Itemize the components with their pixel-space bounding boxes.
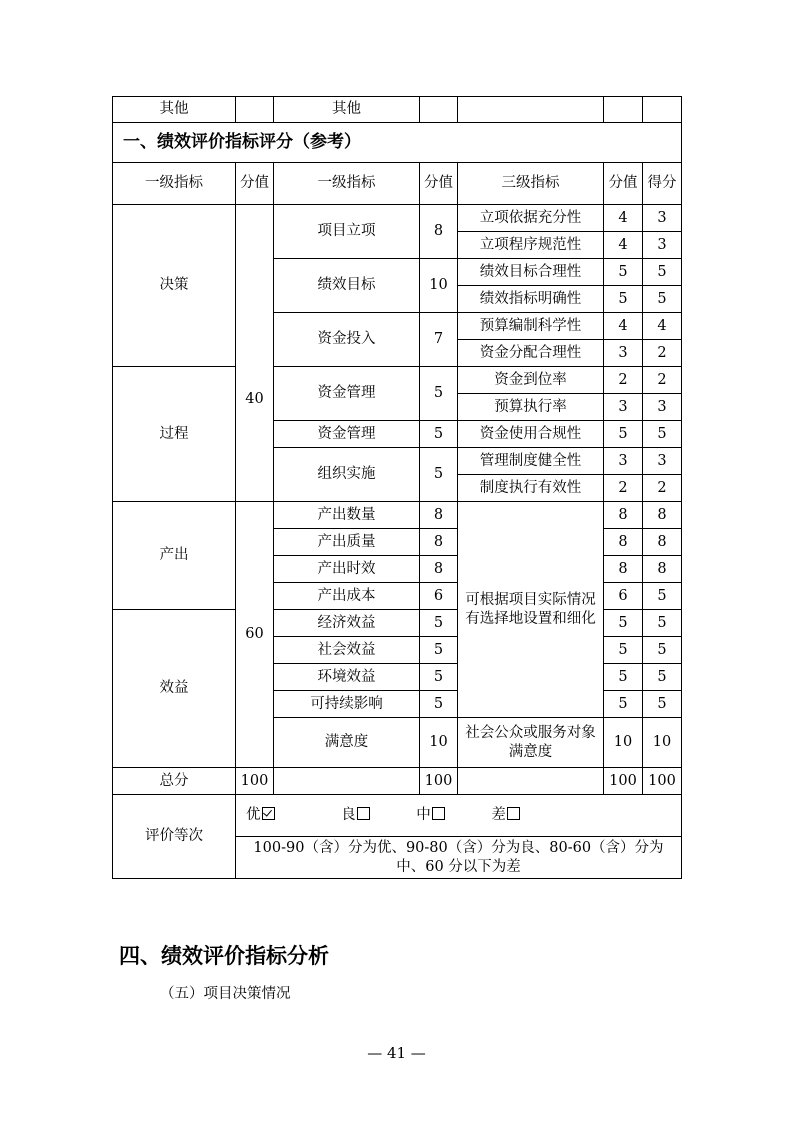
level2-score: 8 — [420, 556, 458, 583]
level2-score: 5 — [420, 637, 458, 664]
group-xiaoyi: 效益 — [113, 610, 236, 768]
level2-score: 5 — [420, 664, 458, 691]
level2-score: 5 — [420, 367, 458, 421]
rating-options — [236, 795, 682, 837]
output-score: 8 — [604, 502, 643, 529]
output-got: 5 — [643, 610, 682, 637]
total-label: 总分 — [113, 768, 236, 795]
flexible-note: 可根据项目实际情况有选择地设置和细化 — [458, 502, 604, 718]
level2-item: 产出数量 — [274, 502, 420, 529]
level2-item: 绩效目标 — [274, 259, 420, 313]
level3-score: 5 — [604, 286, 643, 313]
level2-item: 组织实施 — [274, 448, 420, 502]
output-got: 5 — [643, 637, 682, 664]
level2-item: 环境效益 — [274, 664, 420, 691]
level2-score: 5 — [420, 691, 458, 718]
level3-got: 3 — [643, 394, 682, 421]
weight-60: 60 — [236, 502, 274, 768]
level3-item: 管理制度健全性 — [458, 448, 604, 475]
group-guocheng: 过程 — [113, 367, 236, 502]
level3-item: 资金分配合理性 — [458, 340, 604, 367]
level3-item: 预算编制科学性 — [458, 313, 604, 340]
level2-item: 可持续影响 — [274, 691, 420, 718]
level3-item: 立项程序规范性 — [458, 232, 604, 259]
level3-item: 制度执行有效性 — [458, 475, 604, 502]
performance-score-table — [112, 96, 682, 879]
header-row — [113, 163, 682, 205]
grade-medium[interactable]: 中 — [416, 806, 445, 824]
output-score: 6 — [604, 583, 643, 610]
header-got: 得分 — [643, 163, 682, 205]
output-got: 5 — [643, 664, 682, 691]
level3-score: 5 — [604, 259, 643, 286]
output-got: 5 — [643, 583, 682, 610]
level2-score: 8 — [420, 205, 458, 259]
header-level2: 一级指标 — [274, 163, 420, 205]
level3-score: 2 — [604, 475, 643, 502]
weight-40: 40 — [236, 205, 274, 502]
level3-score: 3 — [604, 394, 643, 421]
level3-item: 立项依据充分性 — [458, 205, 604, 232]
grade-poor[interactable]: 差 — [491, 806, 520, 824]
level2-item: 项目立项 — [274, 205, 420, 259]
level2-item: 资金管理 — [274, 367, 420, 421]
level2-score: 10 — [420, 718, 458, 768]
output-score: 8 — [604, 556, 643, 583]
level3-got: 5 — [643, 259, 682, 286]
grade-excellent[interactable]: 优 — [246, 806, 275, 824]
header-score: 分值 — [236, 163, 274, 205]
other-row — [113, 97, 682, 123]
level3-score: 5 — [604, 421, 643, 448]
level3-score: 2 — [604, 367, 643, 394]
group-juece: 决策 — [113, 205, 236, 367]
level3-item: 预算执行率 — [458, 394, 604, 421]
output-got: 8 — [643, 502, 682, 529]
group-chanchu: 产出 — [113, 502, 236, 610]
level3-score: 4 — [604, 205, 643, 232]
level3-item: 资金到位率 — [458, 367, 604, 394]
subsection-5: （五）项目决策情况 — [160, 986, 291, 1002]
level3-score: 3 — [604, 340, 643, 367]
checkbox-icon[interactable] — [432, 807, 445, 820]
level2-score: 8 — [420, 502, 458, 529]
section-heading-4: 四、绩效评价指标分析 — [119, 943, 329, 968]
output-got: 8 — [643, 529, 682, 556]
level3-item: 绩效目标合理性 — [458, 259, 604, 286]
level2-score: 5 — [420, 421, 458, 448]
level3-got: 4 — [643, 313, 682, 340]
level2-score: 5 — [420, 448, 458, 502]
header-level1: 一级指标 — [113, 163, 236, 205]
level3-score: 3 — [604, 448, 643, 475]
level2-item: 满意度 — [274, 718, 420, 768]
level3-score: 4 — [604, 313, 643, 340]
other-label: 其他 — [113, 97, 236, 123]
checkbox-icon[interactable] — [357, 807, 370, 820]
total-got: 100 — [643, 768, 682, 795]
other-label-2: 其他 — [274, 97, 420, 123]
level2-score: 6 — [420, 583, 458, 610]
level3-item: 资金使用合规性 — [458, 421, 604, 448]
header-score3: 分值 — [604, 163, 643, 205]
level3-got: 2 — [643, 475, 682, 502]
checkbox-icon[interactable] — [507, 807, 520, 820]
section-title: 一、绩效评价指标评分（参考） — [113, 123, 682, 163]
output-got: 8 — [643, 556, 682, 583]
level2-item: 产出时效 — [274, 556, 420, 583]
output-score: 5 — [604, 691, 643, 718]
output-score: 5 — [604, 610, 643, 637]
total-level2: 100 — [420, 768, 458, 795]
header-level3: 三级指标 — [458, 163, 604, 205]
level3-got: 5 — [643, 286, 682, 313]
output-score: 5 — [604, 664, 643, 691]
level3-got: 3 — [643, 205, 682, 232]
total-weight: 100 — [236, 768, 274, 795]
level3-got: 2 — [643, 340, 682, 367]
level3-got: 2 — [643, 367, 682, 394]
satisfaction-score: 10 — [604, 718, 643, 768]
rating-label: 评价等次 — [113, 795, 236, 879]
checked-box-icon[interactable] — [262, 807, 275, 820]
level2-score: 8 — [420, 529, 458, 556]
level3-score: 4 — [604, 232, 643, 259]
level2-item: 社会效益 — [274, 637, 420, 664]
level2-item: 产出质量 — [274, 529, 420, 556]
output-score: 8 — [604, 529, 643, 556]
level2-item: 产出成本 — [274, 583, 420, 610]
total-row — [113, 768, 682, 795]
level2-score: 10 — [420, 259, 458, 313]
level2-item: 资金管理 — [274, 421, 420, 448]
satisfaction-got: 10 — [643, 718, 682, 768]
level3-got: 5 — [643, 421, 682, 448]
rating-rule: 100-90（含）分为优、90-80（含）分为良、80-60（含）分为中、60 分以下为差 — [236, 837, 682, 879]
header-score2: 分值 — [420, 163, 458, 205]
output-got: 5 — [643, 691, 682, 718]
output-score: 5 — [604, 637, 643, 664]
total-level3: 100 — [604, 768, 643, 795]
satisfaction-item: 社会公众或服务对象满意度 — [458, 718, 604, 768]
level3-item: 绩效指标明确性 — [458, 286, 604, 313]
level2-item: 经济效益 — [274, 610, 420, 637]
level2-score: 5 — [420, 610, 458, 637]
level3-got: 3 — [643, 232, 682, 259]
page-number: — 41 — — [367, 1044, 426, 1062]
grade-good[interactable]: 良 — [341, 806, 370, 824]
level3-got: 3 — [643, 448, 682, 475]
level2-score: 7 — [420, 313, 458, 367]
level2-item: 资金投入 — [274, 313, 420, 367]
